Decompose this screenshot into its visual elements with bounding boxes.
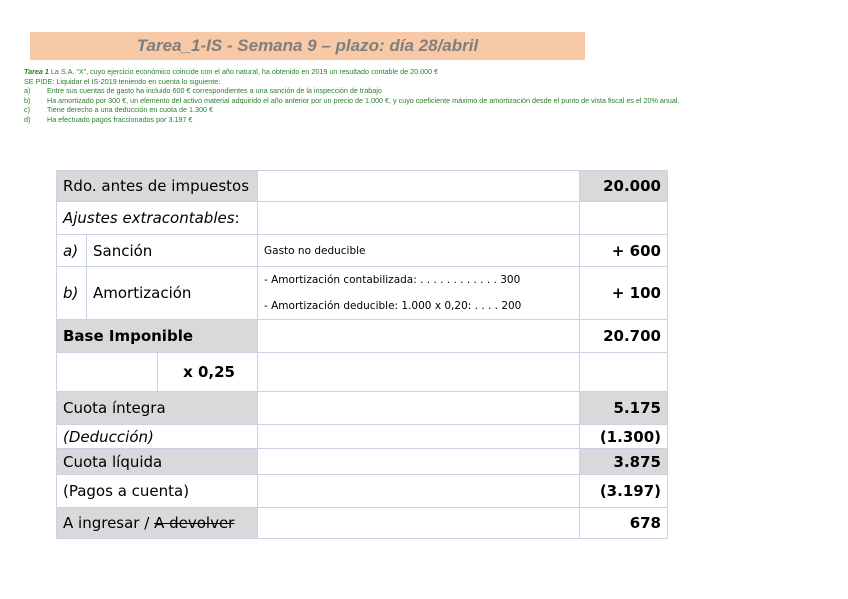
ajustes-note: [258, 202, 580, 235]
cuota-integra-note: [258, 392, 580, 425]
resultado-value: 678: [580, 508, 668, 539]
adjustment-b-note-line2: - Amortización deducible: 1.000 x 0,20: . . . . 200: [264, 300, 522, 312]
cuota-liquida-value: 3.875: [580, 449, 668, 475]
table-row: [57, 353, 668, 392]
rdo-note: [258, 171, 580, 202]
adjustment-b-note-line1: - Amortización contabilizada: . . . . . . . . . . . . 300: [264, 274, 521, 286]
ingresar-label: A ingresar /: [63, 514, 155, 532]
task-item-a: [24, 86, 824, 96]
adjustment-a-concept: Sanción: [87, 235, 258, 267]
base-imponible-value: 20.700: [580, 320, 668, 353]
task-intro: [24, 67, 824, 77]
task-intro-text: La S.A. “X”, cuyo ejercicio económico coincide con el año natural, ha obtenido en 2019 un resultado contable de 20.000 €: [50, 67, 439, 76]
task-item-text: Ha amortizado por 300 €, un elemento del activo material adquirido el año anterior por un precio de 1.000 €, y cuyo coeficiente máximo de amortización desde el punto de vista fiscal es el 20% anual.: [47, 95, 680, 105]
task-item-label: c): [24, 105, 30, 115]
task-item-text: Ha efectuado pagos fraccionados por 3.197 €: [47, 114, 193, 124]
adjustment-a-value: + 600: [580, 235, 668, 267]
task-item-c: [24, 105, 824, 115]
table-row: [57, 267, 668, 320]
adjustment-b-note: [258, 267, 580, 320]
adjustment-a-note: Gasto no deducible: [258, 235, 580, 267]
devolver-label: A devolver: [154, 514, 235, 532]
task-item-b: [24, 96, 824, 106]
page-title: Tarea_1-IS - Semana 9 – plazo: día 28/abril: [136, 36, 479, 55]
tax-rate-note: [258, 353, 580, 392]
task-item-label: d): [24, 114, 31, 124]
table-row: [57, 235, 668, 267]
title-banner: [30, 32, 585, 60]
tax-calculation-table: [56, 170, 668, 539]
table-row: [57, 425, 668, 449]
resultado-note: [258, 508, 580, 539]
task-item-d: [24, 115, 824, 125]
adjustment-a-label: a): [57, 235, 87, 267]
table-row: [57, 449, 668, 475]
table-row: [57, 392, 668, 425]
task-item-label: b): [24, 95, 31, 105]
cuota-liquida-note: [258, 449, 580, 475]
cuota-integra-value: 5.175: [580, 392, 668, 425]
table-row: [57, 320, 668, 353]
base-imponible-note: [258, 320, 580, 353]
task-item-text: Entre sus cuentas de gasto ha incluido 600 € correspondientes a una sanción de la inspección de trabajo: [47, 86, 382, 96]
rdo-label: Rdo. antes de impuestos: [57, 171, 258, 202]
pagos-note: [258, 475, 580, 508]
task-item-text: Tiene derecho a una deducción en cuota de 1.300 €: [47, 105, 213, 115]
task-asks: SE PIDE: Liquidar el IS-2019 teniendo en cuenta lo siguiente:: [24, 76, 221, 86]
ajustes-colon: :: [234, 209, 240, 227]
ajustes-label: [57, 202, 258, 235]
table-row: [57, 202, 668, 235]
rate-spacer: [57, 353, 158, 392]
resultado-label: [57, 508, 258, 539]
adjustment-b-label: b): [57, 267, 87, 320]
deduccion-note: [258, 425, 580, 449]
tax-rate: x 0,25: [158, 353, 258, 392]
ajustes-value: [580, 202, 668, 235]
task-label: Tarea 1: [24, 67, 49, 76]
adjustment-b-value: + 100: [580, 267, 668, 320]
adjustment-b-concept: Amortización: [87, 267, 258, 320]
base-imponible-label: Base Imponible: [57, 320, 258, 353]
table-row: [57, 171, 668, 202]
task-item-label: a): [24, 86, 31, 96]
pagos-label: (Pagos a cuenta): [57, 475, 258, 508]
table-row: [57, 475, 668, 508]
cuota-liquida-label: Cuota líquida: [57, 449, 258, 475]
ajustes-label-text: Ajustes extracontables: [63, 209, 235, 227]
deduccion-label: (Deducción): [57, 425, 258, 449]
rdo-value: 20.000: [580, 171, 668, 202]
table-row: [57, 508, 668, 539]
pagos-value: (3.197): [580, 475, 668, 508]
tax-rate-value: [580, 353, 668, 392]
task-statement: [24, 67, 824, 125]
deduccion-value: (1.300): [580, 425, 668, 449]
cuota-integra-label: Cuota íntegra: [57, 392, 258, 425]
